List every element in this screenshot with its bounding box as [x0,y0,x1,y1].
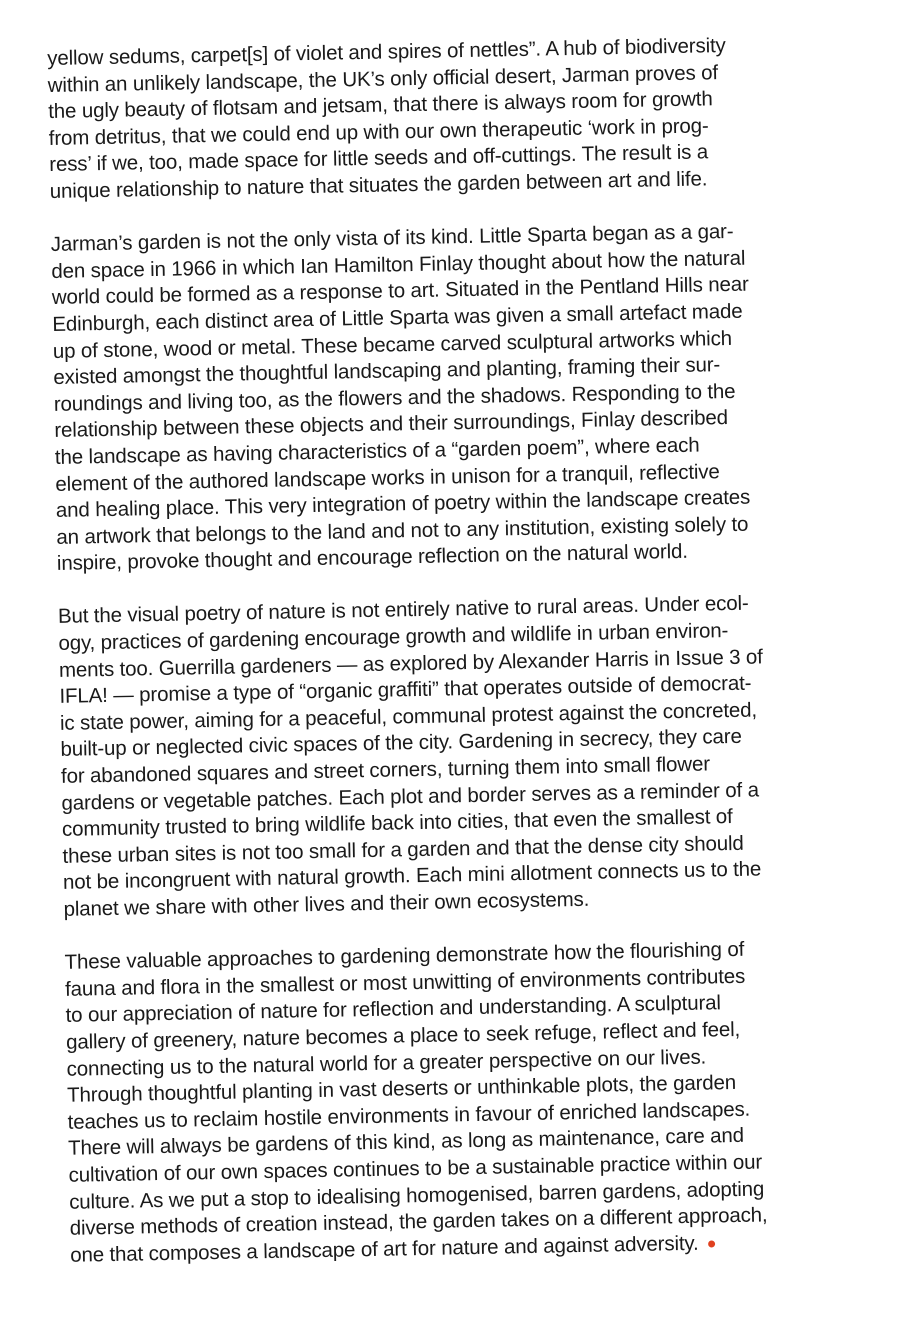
paragraph-1 [47,31,820,205]
text-line: existed amongst the thoughtful landscaping and planting, framing their sur- [53,353,721,390]
text-line: inspire, provoke thought and encourage reflection on the natural world. [56,540,689,576]
text-line: roundings and living too, as the flowers and the shadows. Responding to the [53,379,736,416]
text-line: relationship between these objects and their surroundings, Finlay described [54,406,729,443]
text-line: unique relationship to nature that situates the garden between art and life. [49,167,708,203]
text-line: ic state power, aiming for a peaceful, communal protest against the concreted, [59,698,758,735]
text-line: ress’ if we, too, made space for little seeds and off-cuttings. The result is a [49,140,709,177]
text-line: an artwork that belongs to the land and not to any institution, existing solely to [56,512,749,549]
text-line: teaches us to reclaim hostile environments in favour of enriched landscapes. [67,1097,751,1134]
text-line: element of the authored landscape works in unison for a tranquil, reflective [55,459,720,496]
text-line: these urban sites is not too small for a garden and that the dense city should [62,831,744,868]
text-line: Through thoughtful planting in vast deserts or unthinkable plots, the garden [66,1071,737,1107]
text-line: IFLA! — promise a type of “organic graffiti” that operates outside of democrat- [59,671,752,709]
paragraph-3 [58,590,834,924]
text-line: community trusted to bring wildlife back into cities, that even the smallest of [61,805,733,842]
text-line: planet we share with other lives and their own ecosystems. [63,887,590,921]
text-line: cultivation of our own spaces continues to be a sustainable practice within our [68,1150,763,1187]
text-line: the ugly beauty of flotsam and jetsam, that there is always room for growth [48,87,713,124]
text-line: to our appreciation of nature for reflection and understanding. A sculptural [65,991,722,1028]
article-body [47,31,841,1295]
text-line: within an unlikely landscape, the UK’s only official desert, Jarman proves of [47,60,719,97]
text-line: yellow sedums, carpet[s] of violet and spires of nettles”. A hub of biodiversity [47,33,726,70]
text-line: ments too. Guerrilla gardeners — as explored by Alexander Harris in Issue 3 of [58,645,763,682]
paragraph-2 [51,217,827,577]
text-line: up of stone, wood or metal. These became carved sculptural artworks which [52,326,733,363]
text-line: ogy, practices of gardening encourage growth and wildlife in urban environ- [58,619,729,655]
text-line: gardens or vegetable patches. Each plot and border serves as a reminder of a [61,778,760,815]
text-line: These valuable approaches to gardening demonstrate how the flourishing of [64,937,745,975]
text-line: den space in 1966 in which Ian Hamilton Finlay thought about how the natural [51,246,746,283]
text-line: culture. As we put a stop to idealising homogenised, barren gardens, adopting [68,1176,765,1214]
text-line: world could be formed as a response to art. Situated in the Pentland Hills near [51,272,749,310]
text-line: the landscape as having characteristics of a “garden poem”, where each [54,433,700,469]
text-line: not be incongruent with natural growth. Each mini allotment connects us to the [62,857,762,895]
text-line: diverse methods of creation instead, the garden takes on a different approach, [69,1203,768,1240]
paragraph-4 [64,935,840,1269]
text-line: connecting us to the natural world for a greater perspective on our lives. [66,1045,707,1081]
text-line: Edinburgh, each distinct area of Little Sparta was given a small artefact made [52,299,743,336]
text-line-content: one that composes a landscape of art for nature and against adversity. [69,1231,699,1267]
text-line: and healing place. This very integration of poetry within the landscape creates [55,485,751,523]
text-line: But the visual poetry of nature is not entirely native to rural areas. Under ecol- [57,592,749,629]
text-line: from detritus, that we could end up with our own therapeutic ‘work in prog- [48,114,709,150]
text-line: built-up or neglected civic spaces of the city. Gardening in secrecy, they care [60,725,742,762]
text-line: There will always be gardens of this kind, as long as maintenance, care and [67,1124,745,1161]
text-line: Jarman’s garden is not the only vista of its kind. Little Sparta began as a gar- [50,220,734,257]
text-line: for abandoned squares and street corners, turning them into small flower [60,752,711,788]
end-of-article-dot-icon [708,1240,715,1247]
text-line: fauna and flora in the smallest or most unwitting of environments contributes [64,964,746,1001]
text-line: gallery of greenery, nature becomes a place to seek refuge, reflect and feel, [65,1017,741,1054]
